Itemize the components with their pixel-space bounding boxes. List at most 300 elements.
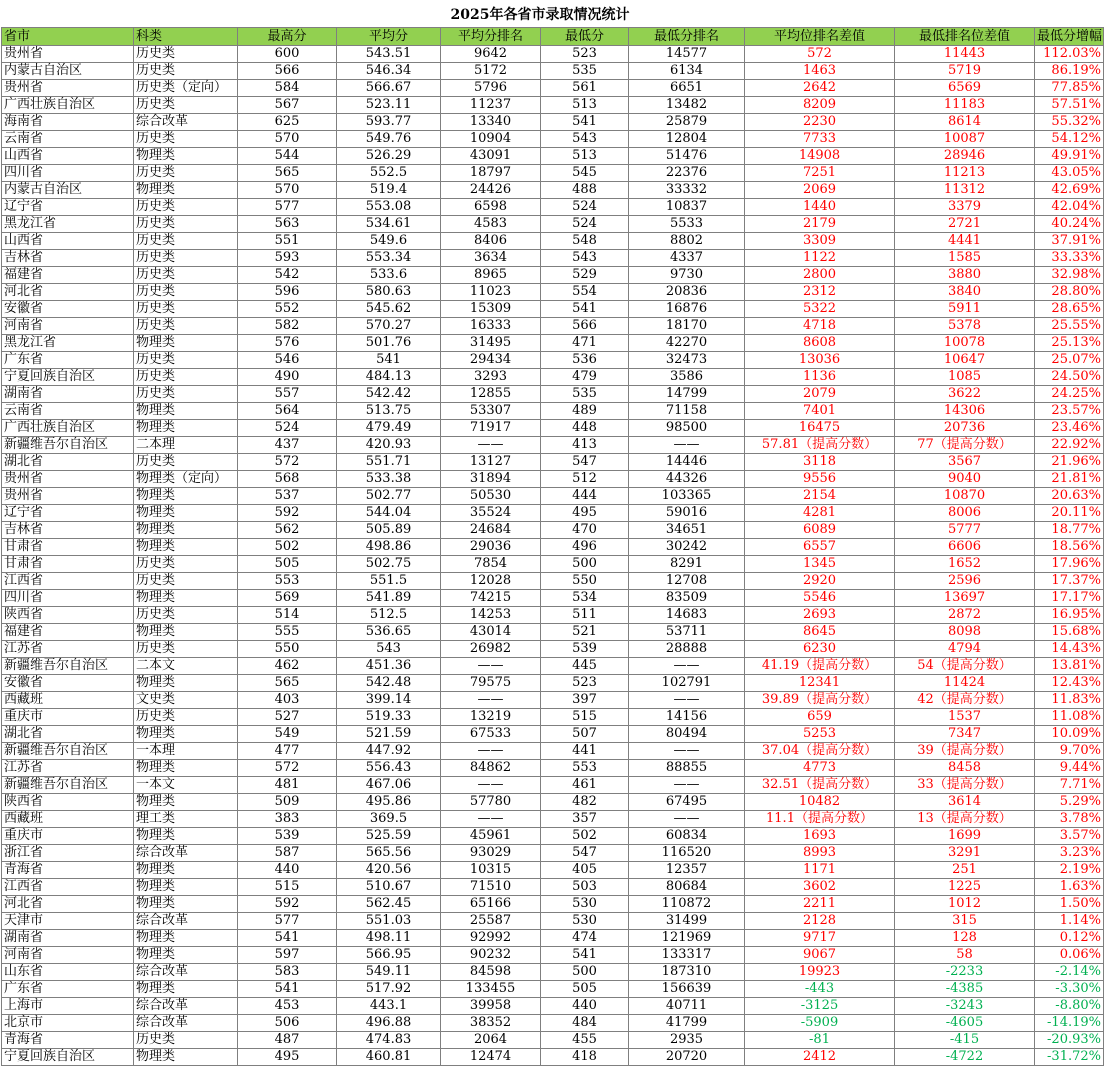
cell-min-score[interactable]: 535	[541, 386, 629, 403]
cell-avg-score[interactable]: 502.75	[337, 556, 441, 573]
cell-province[interactable]: 湖北省	[2, 454, 134, 471]
cell-avg-rank[interactable]: 31894	[441, 471, 541, 488]
cell-subject[interactable]: 物理类	[134, 675, 238, 692]
cell-min-rank[interactable]: 5533	[629, 216, 745, 233]
cell-min-score-growth[interactable]: 13.81%	[1035, 658, 1104, 675]
cell-min-rank-diff[interactable]: 3622	[895, 386, 1035, 403]
cell-max-score[interactable]: 550	[238, 641, 337, 658]
cell-avg-rank-diff[interactable]: 2079	[745, 386, 895, 403]
cell-avg-score[interactable]: 556.43	[337, 760, 441, 777]
cell-subject[interactable]: 物理类	[134, 760, 238, 777]
cell-min-rank-diff[interactable]: -415	[895, 1032, 1035, 1049]
cell-min-score-growth[interactable]: 25.55%	[1035, 318, 1104, 335]
cell-min-score[interactable]: 543	[541, 250, 629, 267]
cell-province[interactable]: 宁夏回族自治区	[2, 369, 134, 386]
cell-max-score[interactable]: 544	[238, 148, 337, 165]
cell-subject[interactable]: 物理类	[134, 539, 238, 556]
cell-max-score[interactable]: 502	[238, 539, 337, 556]
cell-province[interactable]: 贵州省	[2, 80, 134, 97]
cell-min-score[interactable]: 541	[541, 947, 629, 964]
cell-province[interactable]: 重庆市	[2, 709, 134, 726]
cell-max-score[interactable]: 565	[238, 165, 337, 182]
cell-avg-rank[interactable]: 31495	[441, 335, 541, 352]
cell-min-rank-diff[interactable]: 3840	[895, 284, 1035, 301]
cell-avg-score[interactable]: 369.5	[337, 811, 441, 828]
cell-subject[interactable]: 物理类	[134, 148, 238, 165]
cell-avg-rank-diff[interactable]: 9717	[745, 930, 895, 947]
cell-min-rank[interactable]: 4337	[629, 250, 745, 267]
cell-min-score[interactable]: 440	[541, 998, 629, 1015]
cell-avg-rank-diff[interactable]: 2230	[745, 114, 895, 131]
cell-min-rank[interactable]: 28888	[629, 641, 745, 658]
cell-min-score-growth[interactable]: 28.80%	[1035, 284, 1104, 301]
cell-min-score[interactable]: 495	[541, 505, 629, 522]
cell-min-score[interactable]: 550	[541, 573, 629, 590]
cell-min-rank[interactable]: 6651	[629, 80, 745, 97]
cell-avg-score[interactable]: 510.67	[337, 879, 441, 896]
cell-province[interactable]: 云南省	[2, 403, 134, 420]
cell-avg-rank-diff[interactable]: 16475	[745, 420, 895, 437]
cell-avg-rank-diff[interactable]: 6557	[745, 539, 895, 556]
cell-max-score[interactable]: 541	[238, 930, 337, 947]
cell-min-rank[interactable]: 67495	[629, 794, 745, 811]
col-header-subject[interactable]: 科类	[134, 28, 238, 46]
cell-subject[interactable]: 物理类	[134, 879, 238, 896]
cell-avg-score[interactable]: 534.61	[337, 216, 441, 233]
cell-avg-score[interactable]: 544.04	[337, 505, 441, 522]
cell-min-rank-diff[interactable]: 33（提高分数）	[895, 777, 1035, 794]
cell-subject[interactable]: 历史类	[134, 709, 238, 726]
cell-max-score[interactable]: 437	[238, 437, 337, 454]
cell-min-rank-diff[interactable]: 2721	[895, 216, 1035, 233]
cell-subject[interactable]: 物理类	[134, 1049, 238, 1066]
cell-max-score[interactable]: 546	[238, 352, 337, 369]
cell-subject[interactable]: 一本文	[134, 777, 238, 794]
cell-max-score[interactable]: 596	[238, 284, 337, 301]
cell-subject[interactable]: 一本理	[134, 743, 238, 760]
col-header-max-score[interactable]: 最高分	[238, 28, 337, 46]
cell-avg-score[interactable]: 460.81	[337, 1049, 441, 1066]
cell-min-score-growth[interactable]: 23.46%	[1035, 420, 1104, 437]
cell-min-score-growth[interactable]: 54.12%	[1035, 131, 1104, 148]
cell-min-rank-diff[interactable]: 1585	[895, 250, 1035, 267]
cell-avg-rank-diff[interactable]: 2800	[745, 267, 895, 284]
cell-min-score-growth[interactable]: 17.37%	[1035, 573, 1104, 590]
cell-province[interactable]: 黑龙江省	[2, 335, 134, 352]
cell-province[interactable]: 内蒙古自治区	[2, 63, 134, 80]
cell-max-score[interactable]: 565	[238, 675, 337, 692]
cell-avg-score[interactable]: 553.34	[337, 250, 441, 267]
cell-avg-score[interactable]: 525.59	[337, 828, 441, 845]
cell-avg-score[interactable]: 479.49	[337, 420, 441, 437]
cell-avg-score[interactable]: 566.67	[337, 80, 441, 97]
cell-min-score-growth[interactable]: 1.50%	[1035, 896, 1104, 913]
cell-min-rank-diff[interactable]: 42（提高分数）	[895, 692, 1035, 709]
cell-min-rank[interactable]: 40711	[629, 998, 745, 1015]
cell-min-rank[interactable]: 116520	[629, 845, 745, 862]
cell-province[interactable]: 贵州省	[2, 46, 134, 63]
cell-subject[interactable]: 历史类	[134, 63, 238, 80]
cell-subject[interactable]: 历史类	[134, 131, 238, 148]
cell-min-score-growth[interactable]: 18.77%	[1035, 522, 1104, 539]
cell-max-score[interactable]: 625	[238, 114, 337, 131]
cell-max-score[interactable]: 481	[238, 777, 337, 794]
cell-min-rank[interactable]: ——	[629, 777, 745, 794]
cell-max-score[interactable]: 477	[238, 743, 337, 760]
cell-subject[interactable]: 文史类	[134, 692, 238, 709]
cell-avg-rank[interactable]: ——	[441, 692, 541, 709]
cell-min-rank[interactable]: 60834	[629, 828, 745, 845]
cell-max-score[interactable]: 569	[238, 590, 337, 607]
cell-avg-rank[interactable]: 12028	[441, 573, 541, 590]
cell-min-rank[interactable]: ——	[629, 692, 745, 709]
cell-province[interactable]: 福建省	[2, 624, 134, 641]
cell-min-score[interactable]: 548	[541, 233, 629, 250]
cell-avg-rank[interactable]: 25587	[441, 913, 541, 930]
cell-avg-score[interactable]: 542.42	[337, 386, 441, 403]
cell-min-rank[interactable]: 44326	[629, 471, 745, 488]
cell-avg-rank[interactable]: 43014	[441, 624, 541, 641]
cell-max-score[interactable]: 549	[238, 726, 337, 743]
cell-subject[interactable]: 综合改革	[134, 913, 238, 930]
cell-min-score[interactable]: 543	[541, 131, 629, 148]
cell-province[interactable]: 贵州省	[2, 488, 134, 505]
cell-avg-rank[interactable]: 6598	[441, 199, 541, 216]
cell-avg-rank-diff[interactable]: -3125	[745, 998, 895, 1015]
cell-max-score[interactable]: 592	[238, 505, 337, 522]
cell-min-score-growth[interactable]: 20.11%	[1035, 505, 1104, 522]
cell-min-score[interactable]: 541	[541, 114, 629, 131]
cell-avg-rank[interactable]: 8406	[441, 233, 541, 250]
cell-min-score-growth[interactable]: 21.96%	[1035, 454, 1104, 471]
cell-min-score[interactable]: 413	[541, 437, 629, 454]
cell-avg-rank-diff[interactable]: 19923	[745, 964, 895, 981]
cell-avg-rank-diff[interactable]: 1463	[745, 63, 895, 80]
cell-avg-rank-diff[interactable]: 9067	[745, 947, 895, 964]
cell-subject[interactable]: 历史类	[134, 216, 238, 233]
cell-min-score[interactable]: 479	[541, 369, 629, 386]
cell-min-score[interactable]: 502	[541, 828, 629, 845]
cell-min-score[interactable]: 541	[541, 301, 629, 318]
cell-min-rank[interactable]: 14577	[629, 46, 745, 63]
cell-min-rank[interactable]: 6134	[629, 63, 745, 80]
cell-max-score[interactable]: 505	[238, 556, 337, 573]
cell-max-score[interactable]: 524	[238, 420, 337, 437]
cell-min-score-growth[interactable]: 57.51%	[1035, 97, 1104, 114]
cell-province[interactable]: 山西省	[2, 233, 134, 250]
cell-avg-rank-diff[interactable]: 4718	[745, 318, 895, 335]
cell-min-score[interactable]: 500	[541, 556, 629, 573]
cell-min-score-growth[interactable]: -3.30%	[1035, 981, 1104, 998]
cell-min-rank-diff[interactable]: 54（提高分数）	[895, 658, 1035, 675]
col-header-min-score[interactable]: 最低分	[541, 28, 629, 46]
cell-min-score-growth[interactable]: 25.07%	[1035, 352, 1104, 369]
cell-max-score[interactable]: 572	[238, 760, 337, 777]
cell-subject[interactable]: 综合改革	[134, 845, 238, 862]
cell-min-score[interactable]: 545	[541, 165, 629, 182]
cell-min-score-growth[interactable]: 1.14%	[1035, 913, 1104, 930]
cell-min-rank-diff[interactable]: 3880	[895, 267, 1035, 284]
cell-subject[interactable]: 物理类	[134, 420, 238, 437]
cell-min-score-growth[interactable]: 9.44%	[1035, 760, 1104, 777]
cell-avg-rank-diff[interactable]: 5253	[745, 726, 895, 743]
cell-min-rank-diff[interactable]: 77（提高分数）	[895, 437, 1035, 454]
cell-province[interactable]: 陕西省	[2, 794, 134, 811]
cell-subject[interactable]: 物理类	[134, 624, 238, 641]
cell-min-rank[interactable]: 18170	[629, 318, 745, 335]
cell-max-score[interactable]: 490	[238, 369, 337, 386]
cell-min-score-growth[interactable]: 43.05%	[1035, 165, 1104, 182]
cell-min-score-growth[interactable]: 0.06%	[1035, 947, 1104, 964]
cell-min-rank-diff[interactable]: 8458	[895, 760, 1035, 777]
cell-min-score-growth[interactable]: 33.33%	[1035, 250, 1104, 267]
cell-province[interactable]: 陕西省	[2, 607, 134, 624]
cell-avg-score[interactable]: 484.13	[337, 369, 441, 386]
cell-avg-rank[interactable]: 7854	[441, 556, 541, 573]
cell-avg-rank[interactable]: ——	[441, 743, 541, 760]
cell-avg-rank-diff[interactable]: 1693	[745, 828, 895, 845]
cell-avg-rank-diff[interactable]: 2693	[745, 607, 895, 624]
cell-subject[interactable]: 物理类	[134, 981, 238, 998]
cell-avg-rank[interactable]: 14253	[441, 607, 541, 624]
cell-subject[interactable]: 物理类（定向）	[134, 471, 238, 488]
cell-min-rank[interactable]: 30242	[629, 539, 745, 556]
cell-subject[interactable]: 历史类	[134, 318, 238, 335]
cell-avg-rank-diff[interactable]: 2211	[745, 896, 895, 913]
cell-min-rank-diff[interactable]: 5911	[895, 301, 1035, 318]
cell-min-rank[interactable]: 88855	[629, 760, 745, 777]
cell-avg-rank[interactable]: 12855	[441, 386, 541, 403]
cell-min-rank[interactable]: 110872	[629, 896, 745, 913]
cell-min-rank[interactable]: 83509	[629, 590, 745, 607]
cell-province[interactable]: 贵州省	[2, 471, 134, 488]
cell-avg-rank-diff[interactable]: 12341	[745, 675, 895, 692]
cell-min-score[interactable]: 524	[541, 216, 629, 233]
cell-min-rank[interactable]: 12804	[629, 131, 745, 148]
cell-province[interactable]: 青海省	[2, 862, 134, 879]
cell-avg-rank-diff[interactable]: 6089	[745, 522, 895, 539]
cell-min-score[interactable]: 405	[541, 862, 629, 879]
cell-avg-rank[interactable]: 13340	[441, 114, 541, 131]
cell-province[interactable]: 江西省	[2, 879, 134, 896]
cell-min-score-growth[interactable]: 3.78%	[1035, 811, 1104, 828]
cell-avg-score[interactable]: 513.75	[337, 403, 441, 420]
cell-min-score-growth[interactable]: 42.04%	[1035, 199, 1104, 216]
cell-avg-score[interactable]: 541.89	[337, 590, 441, 607]
cell-avg-score[interactable]: 517.92	[337, 981, 441, 998]
cell-avg-rank-diff[interactable]: 2312	[745, 284, 895, 301]
cell-subject[interactable]: 历史类	[134, 369, 238, 386]
cell-avg-rank[interactable]: ——	[441, 658, 541, 675]
cell-min-rank[interactable]: 8802	[629, 233, 745, 250]
cell-min-rank[interactable]: 98500	[629, 420, 745, 437]
cell-max-score[interactable]: 597	[238, 947, 337, 964]
cell-province[interactable]: 河南省	[2, 318, 134, 335]
cell-avg-rank-diff[interactable]: 8209	[745, 97, 895, 114]
cell-max-score[interactable]: 570	[238, 131, 337, 148]
cell-province[interactable]: 湖北省	[2, 726, 134, 743]
cell-min-rank-diff[interactable]: 315	[895, 913, 1035, 930]
cell-min-score[interactable]: 536	[541, 352, 629, 369]
cell-province[interactable]: 天津市	[2, 913, 134, 930]
cell-avg-rank-diff[interactable]: 4773	[745, 760, 895, 777]
cell-avg-score[interactable]: 551.71	[337, 454, 441, 471]
cell-min-rank-diff[interactable]: -3243	[895, 998, 1035, 1015]
cell-avg-rank-diff[interactable]: 8993	[745, 845, 895, 862]
cell-avg-rank[interactable]: 29434	[441, 352, 541, 369]
cell-min-score[interactable]: 470	[541, 522, 629, 539]
cell-min-rank-diff[interactable]: -4385	[895, 981, 1035, 998]
cell-min-score-growth[interactable]: 9.70%	[1035, 743, 1104, 760]
cell-avg-score[interactable]: 519.4	[337, 182, 441, 199]
cell-max-score[interactable]: 593	[238, 250, 337, 267]
cell-avg-rank-diff[interactable]: 8645	[745, 624, 895, 641]
cell-min-rank[interactable]: 133317	[629, 947, 745, 964]
cell-min-rank-diff[interactable]: 10870	[895, 488, 1035, 505]
cell-min-score-growth[interactable]: 7.71%	[1035, 777, 1104, 794]
cell-province[interactable]: 湖南省	[2, 386, 134, 403]
cell-avg-score[interactable]: 498.86	[337, 539, 441, 556]
cell-avg-rank-diff[interactable]: 13036	[745, 352, 895, 369]
cell-max-score[interactable]: 568	[238, 471, 337, 488]
cell-max-score[interactable]: 563	[238, 216, 337, 233]
cell-subject[interactable]: 历史类	[134, 233, 238, 250]
cell-min-rank-diff[interactable]: 10647	[895, 352, 1035, 369]
cell-min-score-growth[interactable]: 55.32%	[1035, 114, 1104, 131]
cell-min-score[interactable]: 500	[541, 964, 629, 981]
cell-province[interactable]: 广西壮族自治区	[2, 97, 134, 114]
cell-avg-rank[interactable]: 71917	[441, 420, 541, 437]
cell-min-rank[interactable]: 80684	[629, 879, 745, 896]
cell-avg-rank-diff[interactable]: 6230	[745, 641, 895, 658]
cell-max-score[interactable]: 514	[238, 607, 337, 624]
cell-min-rank[interactable]: 12357	[629, 862, 745, 879]
cell-province[interactable]: 海南省	[2, 114, 134, 131]
cell-max-score[interactable]: 495	[238, 1049, 337, 1066]
cell-min-score[interactable]: 503	[541, 879, 629, 896]
cell-avg-score[interactable]: 545.62	[337, 301, 441, 318]
cell-province[interactable]: 辽宁省	[2, 505, 134, 522]
cell-subject[interactable]: 二本文	[134, 658, 238, 675]
cell-min-rank-diff[interactable]: 6569	[895, 80, 1035, 97]
cell-max-score[interactable]: 527	[238, 709, 337, 726]
cell-min-rank[interactable]: 121969	[629, 930, 745, 947]
cell-min-rank[interactable]: 20720	[629, 1049, 745, 1066]
cell-min-score-growth[interactable]: 17.96%	[1035, 556, 1104, 573]
cell-min-rank[interactable]: 14446	[629, 454, 745, 471]
cell-min-score-growth[interactable]: 49.91%	[1035, 148, 1104, 165]
cell-min-rank-diff[interactable]: 1537	[895, 709, 1035, 726]
cell-avg-rank[interactable]: ——	[441, 437, 541, 454]
cell-max-score[interactable]: 587	[238, 845, 337, 862]
cell-province[interactable]: 福建省	[2, 267, 134, 284]
cell-avg-rank[interactable]: 92992	[441, 930, 541, 947]
cell-min-score-growth[interactable]: 112.03%	[1035, 46, 1104, 63]
cell-min-score[interactable]: 539	[541, 641, 629, 658]
cell-max-score[interactable]: 440	[238, 862, 337, 879]
cell-min-rank[interactable]: 187310	[629, 964, 745, 981]
cell-subject[interactable]: 物理类	[134, 794, 238, 811]
cell-subject[interactable]: 历史类	[134, 1032, 238, 1049]
cell-subject[interactable]: 历史类	[134, 267, 238, 284]
cell-max-score[interactable]: 542	[238, 267, 337, 284]
cell-avg-score[interactable]: 512.5	[337, 607, 441, 624]
cell-avg-score[interactable]: 553.08	[337, 199, 441, 216]
cell-avg-rank-diff[interactable]: 37.04（提高分数）	[745, 743, 895, 760]
cell-avg-rank[interactable]: 16333	[441, 318, 541, 335]
cell-avg-rank-diff[interactable]: 5546	[745, 590, 895, 607]
cell-avg-rank-diff[interactable]: 39.89（提高分数）	[745, 692, 895, 709]
cell-min-score-growth[interactable]: 37.91%	[1035, 233, 1104, 250]
cell-min-score[interactable]: 482	[541, 794, 629, 811]
cell-avg-rank-diff[interactable]: 11.1（提高分数）	[745, 811, 895, 828]
cell-max-score[interactable]: 567	[238, 97, 337, 114]
cell-min-score[interactable]: 553	[541, 760, 629, 777]
cell-min-rank[interactable]: 102791	[629, 675, 745, 692]
cell-min-score[interactable]: 515	[541, 709, 629, 726]
cell-min-score-growth[interactable]: -20.93%	[1035, 1032, 1104, 1049]
cell-avg-rank[interactable]: 13127	[441, 454, 541, 471]
cell-avg-score[interactable]: 542.48	[337, 675, 441, 692]
cell-min-rank-diff[interactable]: 8614	[895, 114, 1035, 131]
cell-avg-rank-diff[interactable]: 2920	[745, 573, 895, 590]
cell-min-score[interactable]: 534	[541, 590, 629, 607]
cell-avg-rank[interactable]: 2064	[441, 1032, 541, 1049]
cell-min-rank[interactable]: 2935	[629, 1032, 745, 1049]
cell-subject[interactable]: 物理类	[134, 403, 238, 420]
cell-subject[interactable]: 历史类	[134, 301, 238, 318]
cell-min-score[interactable]: 512	[541, 471, 629, 488]
cell-max-score[interactable]: 551	[238, 233, 337, 250]
cell-province[interactable]: 广东省	[2, 981, 134, 998]
cell-avg-rank-diff[interactable]: -443	[745, 981, 895, 998]
cell-min-rank-diff[interactable]: 1012	[895, 896, 1035, 913]
cell-max-score[interactable]: 566	[238, 63, 337, 80]
cell-avg-rank[interactable]: 90232	[441, 947, 541, 964]
cell-min-rank[interactable]: 20836	[629, 284, 745, 301]
cell-min-score-growth[interactable]: 28.65%	[1035, 301, 1104, 318]
cell-min-rank-diff[interactable]: 11443	[895, 46, 1035, 63]
cell-avg-rank[interactable]: 35524	[441, 505, 541, 522]
cell-province[interactable]: 江西省	[2, 573, 134, 590]
cell-avg-score[interactable]: 533.6	[337, 267, 441, 284]
cell-subject[interactable]: 历史类	[134, 97, 238, 114]
cell-avg-score[interactable]: 495.86	[337, 794, 441, 811]
cell-avg-rank[interactable]: 71510	[441, 879, 541, 896]
cell-min-rank-diff[interactable]: 8098	[895, 624, 1035, 641]
cell-subject[interactable]: 物理类	[134, 896, 238, 913]
cell-avg-rank[interactable]: 84598	[441, 964, 541, 981]
cell-avg-score[interactable]: 443.1	[337, 998, 441, 1015]
cell-min-rank[interactable]: 14799	[629, 386, 745, 403]
cell-avg-score[interactable]: 580.63	[337, 284, 441, 301]
cell-avg-rank[interactable]: 24426	[441, 182, 541, 199]
cell-province[interactable]: 新疆维吾尔自治区	[2, 743, 134, 760]
cell-subject[interactable]: 物理类	[134, 182, 238, 199]
cell-avg-rank-diff[interactable]: 1122	[745, 250, 895, 267]
cell-min-rank[interactable]: 59016	[629, 505, 745, 522]
cell-avg-score[interactable]: 521.59	[337, 726, 441, 743]
cell-avg-score[interactable]: 474.83	[337, 1032, 441, 1049]
cell-min-rank-diff[interactable]: 14306	[895, 403, 1035, 420]
cell-min-score[interactable]: 523	[541, 46, 629, 63]
cell-subject[interactable]: 历史类	[134, 573, 238, 590]
cell-min-rank-diff[interactable]: -4605	[895, 1015, 1035, 1032]
cell-min-score[interactable]: 397	[541, 692, 629, 709]
cell-min-rank[interactable]: ——	[629, 743, 745, 760]
cell-max-score[interactable]: 570	[238, 182, 337, 199]
cell-province[interactable]: 新疆维吾尔自治区	[2, 437, 134, 454]
